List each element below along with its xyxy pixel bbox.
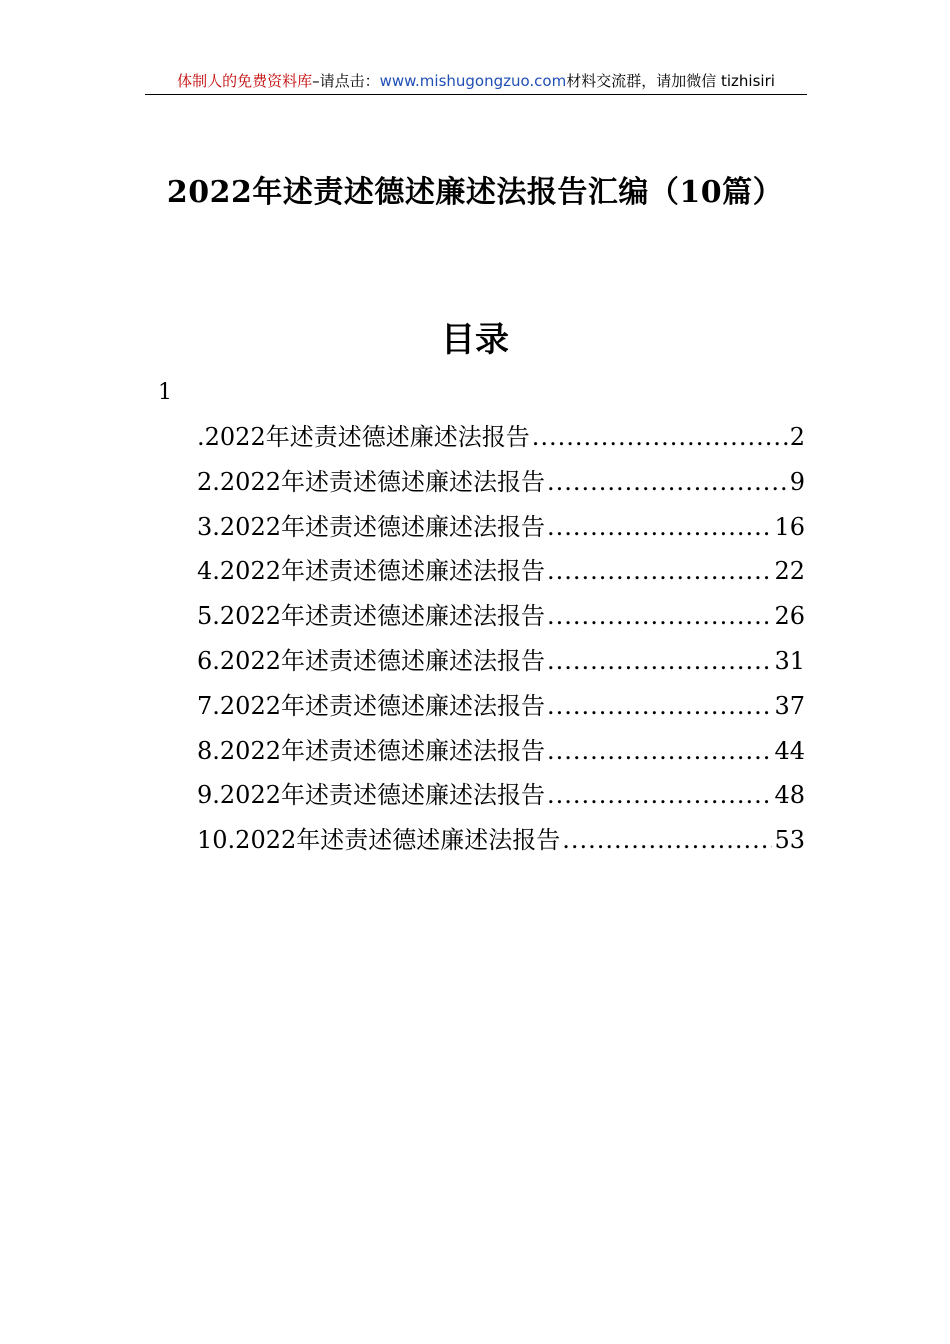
toc-item-title: 2022年述责述德述廉述法报告 xyxy=(219,512,545,541)
toc-item-page: 16 xyxy=(774,512,805,541)
toc-item-number: 9. xyxy=(197,781,220,810)
toc-item-title: 2022年述责述德述廉述法报告 xyxy=(219,602,545,631)
toc-item[interactable] xyxy=(197,510,805,555)
toc-item-page: 37 xyxy=(774,691,805,720)
toc-item-title: 2022年述责述德述廉述法报告 xyxy=(219,557,545,586)
toc-item-title: 2022年述责述德述廉述法报告 xyxy=(219,781,545,810)
toc-item-title: 2022年述责述德述廉述法报告 xyxy=(235,826,561,855)
toc-item-title: 2022年述责述德述廉述法报告 xyxy=(219,467,545,496)
toc-item-page: 9 xyxy=(789,467,805,496)
toc-item-page: 44 xyxy=(774,736,805,765)
header-prompt: –请点击： xyxy=(312,72,380,90)
toc-item[interactable] xyxy=(197,823,805,868)
toc-item[interactable] xyxy=(197,778,805,823)
toc-item-number: 6. xyxy=(197,646,220,675)
table-of-contents xyxy=(197,420,805,868)
toc-item-number: 3. xyxy=(197,512,220,541)
toc-item-title: 2022年述责述德述廉述法报告 xyxy=(219,736,545,765)
toc-item-page: 31 xyxy=(774,646,805,675)
toc-item[interactable] xyxy=(197,554,805,599)
page-header xyxy=(145,68,807,95)
header-brand: 体制人的免费资料库 xyxy=(177,72,313,90)
toc-leader-dots xyxy=(547,734,772,768)
toc-leader-dots xyxy=(547,778,772,812)
toc-item-number: 7. xyxy=(197,691,220,720)
toc-item-title: 2022年述责述德述廉述法报告 xyxy=(219,691,545,720)
toc-leader-dots xyxy=(547,599,772,633)
toc-item[interactable] xyxy=(197,465,805,510)
toc-leader-dots xyxy=(547,465,788,499)
toc-item[interactable] xyxy=(197,734,805,779)
header-tail: 材料交流群，请加微信 tizhisiri xyxy=(566,72,775,90)
toc-leader-dots xyxy=(562,823,772,857)
toc-leader-dots xyxy=(547,689,772,723)
toc-item-title: .2022年述责述德述廉述法报告 xyxy=(197,423,530,451)
toc-item-page: 26 xyxy=(774,602,805,631)
toc-leader-dots xyxy=(547,510,772,544)
header-link[interactable]: www.mishugongzuo.com xyxy=(379,72,567,90)
stray-number: 1 xyxy=(158,380,172,405)
toc-item[interactable] xyxy=(197,689,805,734)
toc-item-page: 2 xyxy=(789,423,805,451)
toc-heading: 目录 xyxy=(441,320,509,360)
toc-item[interactable] xyxy=(197,420,805,465)
toc-item-number: 4. xyxy=(197,557,220,586)
toc-leader-dots xyxy=(547,644,772,678)
toc-item-page: 48 xyxy=(774,781,805,810)
toc-item-number: 8. xyxy=(197,736,220,765)
toc-leader-dots xyxy=(547,554,772,588)
toc-item-page: 53 xyxy=(774,826,805,855)
toc-item[interactable] xyxy=(197,644,805,689)
toc-item[interactable] xyxy=(197,599,805,644)
toc-item-number: 10. xyxy=(197,826,236,855)
toc-item-number: 5. xyxy=(197,602,220,631)
document-title: 2022年述责述德述廉述法报告汇编（10篇） xyxy=(166,175,784,210)
toc-item-title: 2022年述责述德述廉述法报告 xyxy=(219,646,545,675)
toc-leader-dots xyxy=(532,420,788,454)
toc-item-number: 2. xyxy=(197,467,220,496)
toc-item-page: 22 xyxy=(774,557,805,586)
